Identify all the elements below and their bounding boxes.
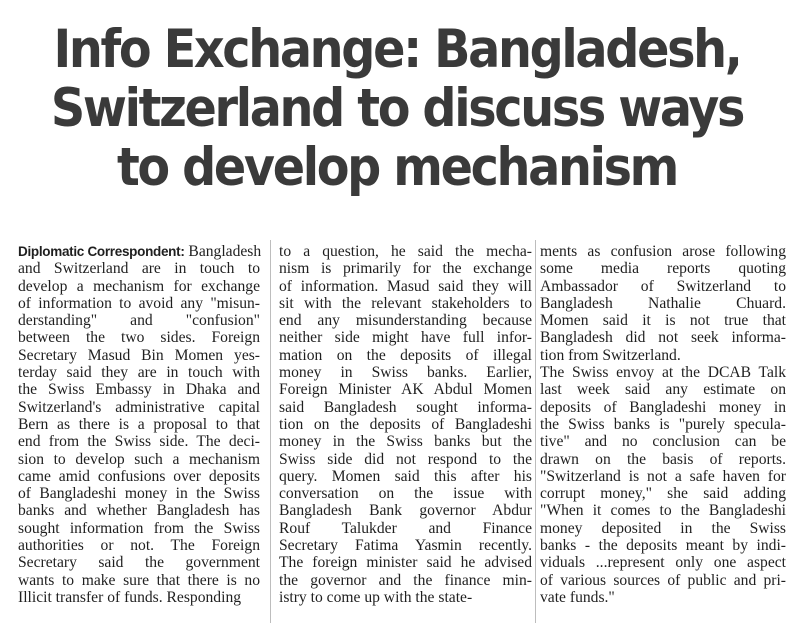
article-line: Illicit transfer of funds. Responding xyxy=(18,588,242,606)
article-line: tive" and no conclusion can be xyxy=(540,433,786,451)
article-line: money deposited in the Swiss xyxy=(540,519,786,537)
article-line: Secretary Masud Bin Momen yes- xyxy=(18,346,260,364)
article-line: end from the Swiss side. The deci- xyxy=(18,433,260,451)
article-line: drawn on the basis of reports. xyxy=(540,450,786,468)
article-line: viduals ...represent only one aspect xyxy=(540,554,786,572)
article-column-1 xyxy=(18,243,260,606)
article-line: between the two sides. Foreign xyxy=(18,329,260,347)
article-line: ments as confusion arose following xyxy=(540,243,786,260)
article-line: nism is primarily for the exchange xyxy=(279,260,532,278)
article-line: The Swiss envoy at the DCAB Talk xyxy=(540,364,786,382)
headline-line: Switzerland to discuss ways xyxy=(50,78,744,139)
article-line xyxy=(18,243,260,260)
article-line: of Bangladeshi money in the Swiss xyxy=(18,485,260,503)
article-line: to a question, he said the mecha- xyxy=(279,243,532,260)
article-line: terday said they are in touch with xyxy=(18,364,260,382)
article-line: mation on the deposits of illegal xyxy=(279,346,532,364)
headline xyxy=(40,20,755,197)
article-line: sought information from the Swiss xyxy=(18,519,260,537)
article-line: banks - the deposits meant by indi- xyxy=(540,537,786,555)
headline-line: to develop mechanism xyxy=(116,137,678,198)
article-line: last week said any estimate on xyxy=(540,381,786,399)
article-line: develop a mechanism for exchange xyxy=(18,277,260,295)
article-line: of information to avoid any "misun- xyxy=(18,294,260,312)
article-line: banks and whether Bangladesh has xyxy=(18,502,260,520)
article-line: money in the Swiss banks but the xyxy=(279,433,532,451)
article-line: Bangladesh Nathalie Chuard. xyxy=(540,294,786,312)
article-line: "Switzerland is not a safe haven for xyxy=(540,467,786,485)
article-line: Momen said it is not true that xyxy=(540,312,786,330)
article-line: vate funds." xyxy=(540,588,615,606)
article-line: said Bangladesh sought informa- xyxy=(279,398,532,416)
article-line: istry to come up with the state- xyxy=(279,588,473,606)
article-line: Bangladesh Bank governor Abdur xyxy=(279,502,532,520)
article-line: derstanding" and "confusion" xyxy=(18,312,260,330)
article-line: deposits of Bangladeshi money in xyxy=(540,398,786,416)
article-line: Bangladesh did not seek informa- xyxy=(540,329,786,347)
article-line: Rouf Talukder and Finance xyxy=(279,519,532,537)
article-line: query. Momen said this after his xyxy=(279,467,532,485)
article-line: "When it comes to the Bangladeshi xyxy=(540,502,786,520)
article-line: the Swiss Embassy in Dhaka and xyxy=(18,381,260,399)
article-line: tion from Switzerland. xyxy=(540,346,681,364)
article-line: The foreign minister said he advised xyxy=(279,554,532,572)
article-line: neither side might have full infor- xyxy=(279,329,532,347)
article-line: and Switzerland are in touch to xyxy=(18,260,260,278)
article-line: came amid confusions over deposits xyxy=(18,467,260,485)
article-line: of various sources of public and pri- xyxy=(540,571,786,589)
article-line: corrupt money," she said adding xyxy=(540,485,786,503)
article-line: Secretary said the government xyxy=(18,554,260,572)
article-line: some media reports quoting xyxy=(540,260,786,278)
article-line: money in Swiss banks. Earlier, xyxy=(279,364,532,382)
column-divider xyxy=(535,240,536,623)
article-line: sion to develop such a mechanism xyxy=(18,450,260,468)
article-column-2 xyxy=(279,243,532,606)
headline-line: Info Exchange: Bangladesh, xyxy=(53,19,741,80)
article-line: of information. Masud said they will xyxy=(279,277,532,295)
article-line: the governor and the finance min- xyxy=(279,571,532,589)
article-line: end any misunderstanding because xyxy=(279,312,532,330)
article-text: Bangladesh xyxy=(184,243,262,260)
article-line: Secretary Fatima Yasmin recently. xyxy=(279,537,532,555)
article-line: tion on the deposits of Bangladeshi xyxy=(279,415,532,433)
article-line: conversation on the issue with xyxy=(279,485,532,503)
article-line: Foreign Minister AK Abdul Momen xyxy=(279,381,532,399)
article-line: Ambassador of Switzerland to xyxy=(540,277,786,295)
article-line: wants to make sure that there is no xyxy=(18,571,260,589)
article-line: Switzerland's administrative capital xyxy=(18,398,260,416)
article-line: Swiss side did not respond to the xyxy=(279,450,532,468)
column-divider xyxy=(270,240,271,623)
article-line: sit with the relevant stakeholders to xyxy=(279,294,532,312)
article-line: Bern as there is a proposal to that xyxy=(18,415,260,433)
article-column-3 xyxy=(540,243,786,606)
article-line: the Swiss banks is "purely specula- xyxy=(540,415,786,433)
article-line: authorities or not. The Foreign xyxy=(18,537,260,555)
byline: Diplomatic Correspondent: xyxy=(18,244,185,259)
